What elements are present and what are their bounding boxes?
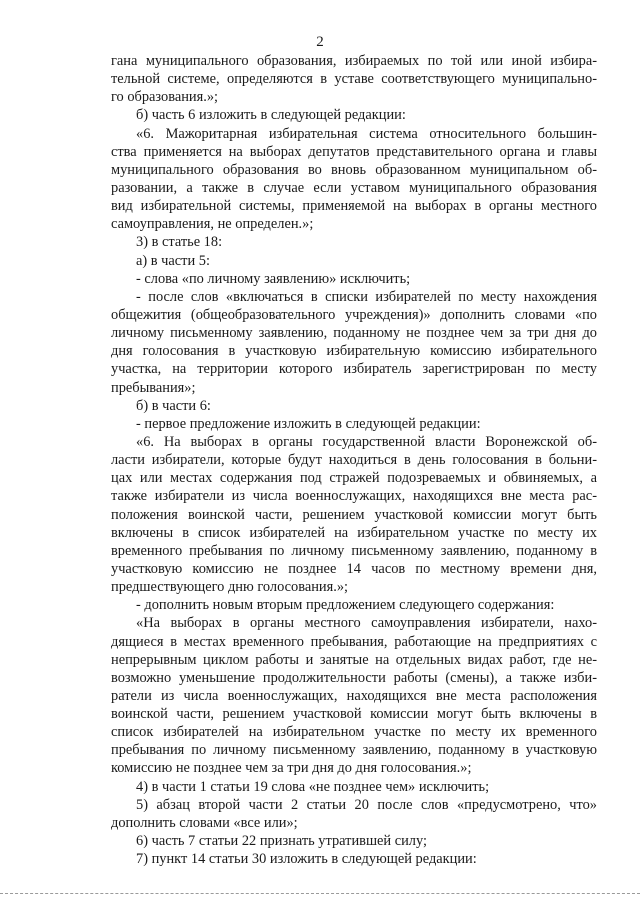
text-line: 7) пункт 14 статьи 30 изложить в следующей редакции: — [136, 851, 477, 868]
text-line: ратели из числа военнослужащих, находящихся вне места расположения — [111, 687, 597, 704]
text-line: комиссию не позднее чем за три дня до дня голосования.»; — [111, 760, 472, 777]
text-line: личному письменному заявлению, поданному не позднее чем за три дня до — [111, 325, 597, 342]
text-line: «6. На выборах в органы государственной власти Воронежской об- — [136, 433, 597, 450]
text-line: гана муниципального образования, избираемых по той или иной избира- — [111, 53, 597, 69]
text-line: «На выборах в органы местного самоуправления избиратели, нахо- — [136, 615, 597, 632]
text-line: б) часть 6 изложить в следующей редакции: — [136, 107, 406, 124]
text-line: дящиеся в местах временного пребывания, работающие на предприятиях с — [111, 633, 597, 650]
text-line: дня голосования в участковую избирательную комиссию избирательного — [111, 343, 597, 360]
text-line: самоуправления, не определен.»; — [111, 216, 314, 233]
text-line: ласти избиратели, которые будут находиться в день голосования в больни- — [111, 452, 597, 469]
page-number: 2 — [316, 34, 324, 50]
text-line: ства применяется на выборах депутатов представительного органа и главы — [111, 143, 597, 160]
text-line: муниципального образования во вновь образованном муниципальном об- — [111, 161, 597, 178]
text-line: положения воинской части, решением участковой комиссии могут быть — [111, 506, 597, 523]
text-line: участка, на территории которого избиратель зарегистрирован по месту — [111, 361, 597, 378]
text-line: разовании, а также в случае если уставом муниципального образования — [111, 179, 597, 196]
text-line: го образования.»; — [111, 89, 219, 106]
text-line: воинской части, решением участковой комиссии могут быть включены в — [111, 706, 597, 723]
text-line: «6. Мажоритарная избирательная система относительного большин- — [136, 125, 597, 142]
text-line: б) в части 6: — [136, 397, 211, 414]
text-line: цах или местах содержания под стражей подозреваемых и обвиняемых, а — [111, 470, 597, 487]
text-line: а) в части 5: — [136, 252, 210, 269]
text-line: тельной системе, определяются в уставе соответствующего муниципально- — [111, 71, 597, 88]
text-line: вид избирательной системы, применяемой на выборах в органы местного — [111, 198, 597, 215]
text-line: - после слов «включаться в списки избирателей по месту нахождения — [136, 288, 597, 305]
text-line: 4) в части 1 статьи 19 слова «не позднее чем» исключить; — [136, 778, 490, 795]
text-line: пребывания по личному письменному заявлению, поданному в участковую — [111, 742, 597, 759]
text-line: 5) абзац второй части 2 статьи 20 после слов «предусмотрено, что» — [136, 796, 597, 813]
text-line: список избирателей на избирательном участке по месту их временного — [111, 724, 597, 741]
text-line: также избиратели из числа военнослужащих, находящихся вне места рас- — [111, 488, 597, 505]
text-line: участковую комиссию не позднее 14 часов по местному времени дня, — [111, 560, 597, 577]
text-line: пребывания»; — [111, 379, 196, 396]
page-bottom-edge — [0, 893, 640, 894]
text-line: временного пребывания по личному письменному заявлению, поданному в — [111, 542, 597, 559]
text-line: - первое предложение изложить в следующей редакции: — [136, 415, 481, 432]
text-line: - дополнить новым вторым предложением следующего содержания: — [136, 597, 555, 614]
text-line: - слова «по личному заявлению» исключить; — [136, 270, 411, 287]
text-line: 6) часть 7 статьи 22 признать утратившей силу; — [136, 833, 427, 850]
text-line: предшествующего дню голосования.»; — [111, 579, 349, 596]
text-line: общежития (общеобразовательного учреждения)» дополнить словами «по — [111, 306, 597, 323]
text-line: непрерывным циклом работы и занятые на отдельных видах работ, где не- — [111, 651, 597, 668]
text-line: дополнить словами «все или»; — [111, 814, 298, 831]
text-line: включены в список избирателей на избирательном участке по месту их — [111, 524, 597, 541]
text-line: возможно уменьшение продолжительности работы (смены), а также изби- — [111, 669, 597, 686]
text-line: 3) в статье 18: — [136, 234, 223, 251]
document-body — [111, 52, 597, 868]
